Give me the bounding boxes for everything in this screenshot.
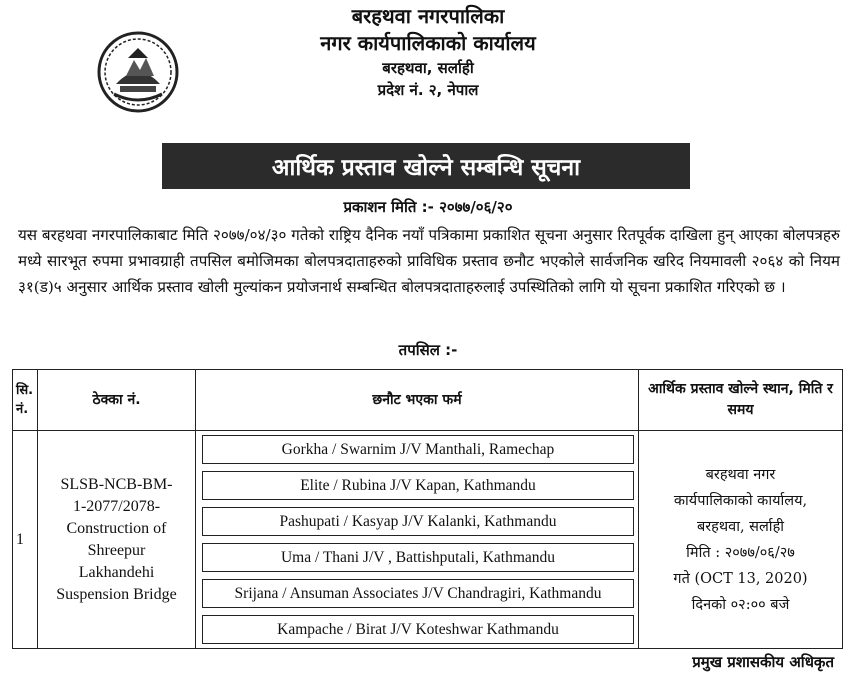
contract-line: Lakhandehi [78, 563, 155, 581]
opening-line: बरहथवा नगर [705, 466, 776, 483]
table-row [13, 431, 843, 649]
header-opening: आर्थिक प्रस्ताव खोल्ने स्थान, मिति र समय [639, 370, 843, 431]
table-header-row [13, 370, 843, 431]
notice-title: आर्थिक प्रस्ताव खोल्ने सम्बन्धि सूचना [271, 155, 581, 181]
contract-line: Shreepur [87, 541, 146, 559]
firm-item: Elite / Rubina J/V Kapan, Kathmandu [202, 471, 634, 500]
signature-title: प्रमुख प्रशासकीय अधिकृत [692, 653, 834, 671]
selected-firms [196, 431, 639, 649]
opening-line: दिनको ०२:०० बजे [691, 596, 790, 613]
header-sn: सि. नं. [13, 370, 38, 431]
office-location: बरहथवा, सर्लाही [382, 59, 474, 77]
notice-body: यस बरहथवा नगरपालिकाबाट मिति २०७७/०४/३० गतेको राष्ट्रिय दैनिक नयाँ पत्रिकामा प्रकाशित सूचना अनुसार रितपूर्वक दाखिला हुन् आएका बोलपत्रहरु मध्ये सारभूत रुपमा प्रभावग्राही तपसिल बमोजिमका बोलपत्रदाताहरुको प्राविधिक प्रस्ताव छनौट भएकोले सार्वजनिक खरिद नियमावली २०६४ को नियम ३१(ड)५ अनुसार आर्थिक प्रस्ताव खोली मुल्यांकन प्रयोजनार्थ सम्बन्धित बोलपत्रदाताहरुलाई उपस्थितिको लागि यो सूचना प्रकाशित गरिएको छ । [18, 226, 840, 296]
header-firms: छनौट भएका फर्म [196, 370, 639, 431]
contract-line: Construction of [66, 519, 167, 537]
contract-line: Suspension Bridge [56, 585, 177, 603]
firm-item: Pashupati / Kasyap J/V Kalanki, Kathmandu [202, 507, 634, 536]
opening-line: मिति : २०७७/०६/२७ [686, 544, 795, 561]
municipality-name: बरहथवा नगरपालिका [351, 4, 505, 28]
opening-line: कार्यपालिकाको कार्यालय, [673, 492, 808, 509]
firm-item: Uma / Thani J/V , Battishputali, Kathmandu [202, 543, 634, 572]
office-name: नगर कार्यपालिकाको कार्यालय [320, 31, 536, 55]
contract-line: 1-2077/2078- [72, 497, 161, 515]
opening-line: गते (OCT 13, 2020) [673, 570, 808, 587]
firm-item: Kampache / Birat J/V Koteshwar Kathmandu [202, 615, 634, 644]
publication-date: प्रकाशन मिति :- २०७७/०६/२० [343, 198, 513, 216]
row-sn: 1 [13, 431, 38, 649]
office-header [0, 4, 856, 99]
firm-item: Srijana / Ansuman Associates J/V Chandragiri, Kathmandu [202, 579, 634, 608]
firm-item: Gorkha / Swarnim J/V Manthali, Ramechap [202, 435, 634, 464]
tapsil-label: तपसिल :- [398, 341, 458, 359]
header-contract: ठेक्का नं. [38, 370, 196, 431]
province-line: प्रदेश नं. २, नेपाल [377, 81, 479, 99]
contract-number [38, 431, 196, 649]
notice-title-banner [162, 143, 690, 189]
opening-details [639, 431, 843, 649]
tender-table [12, 369, 843, 649]
contract-line: SLSB-NCB-BM- [60, 475, 173, 493]
opening-line: बरहथवा, सर्लाही [696, 518, 785, 535]
